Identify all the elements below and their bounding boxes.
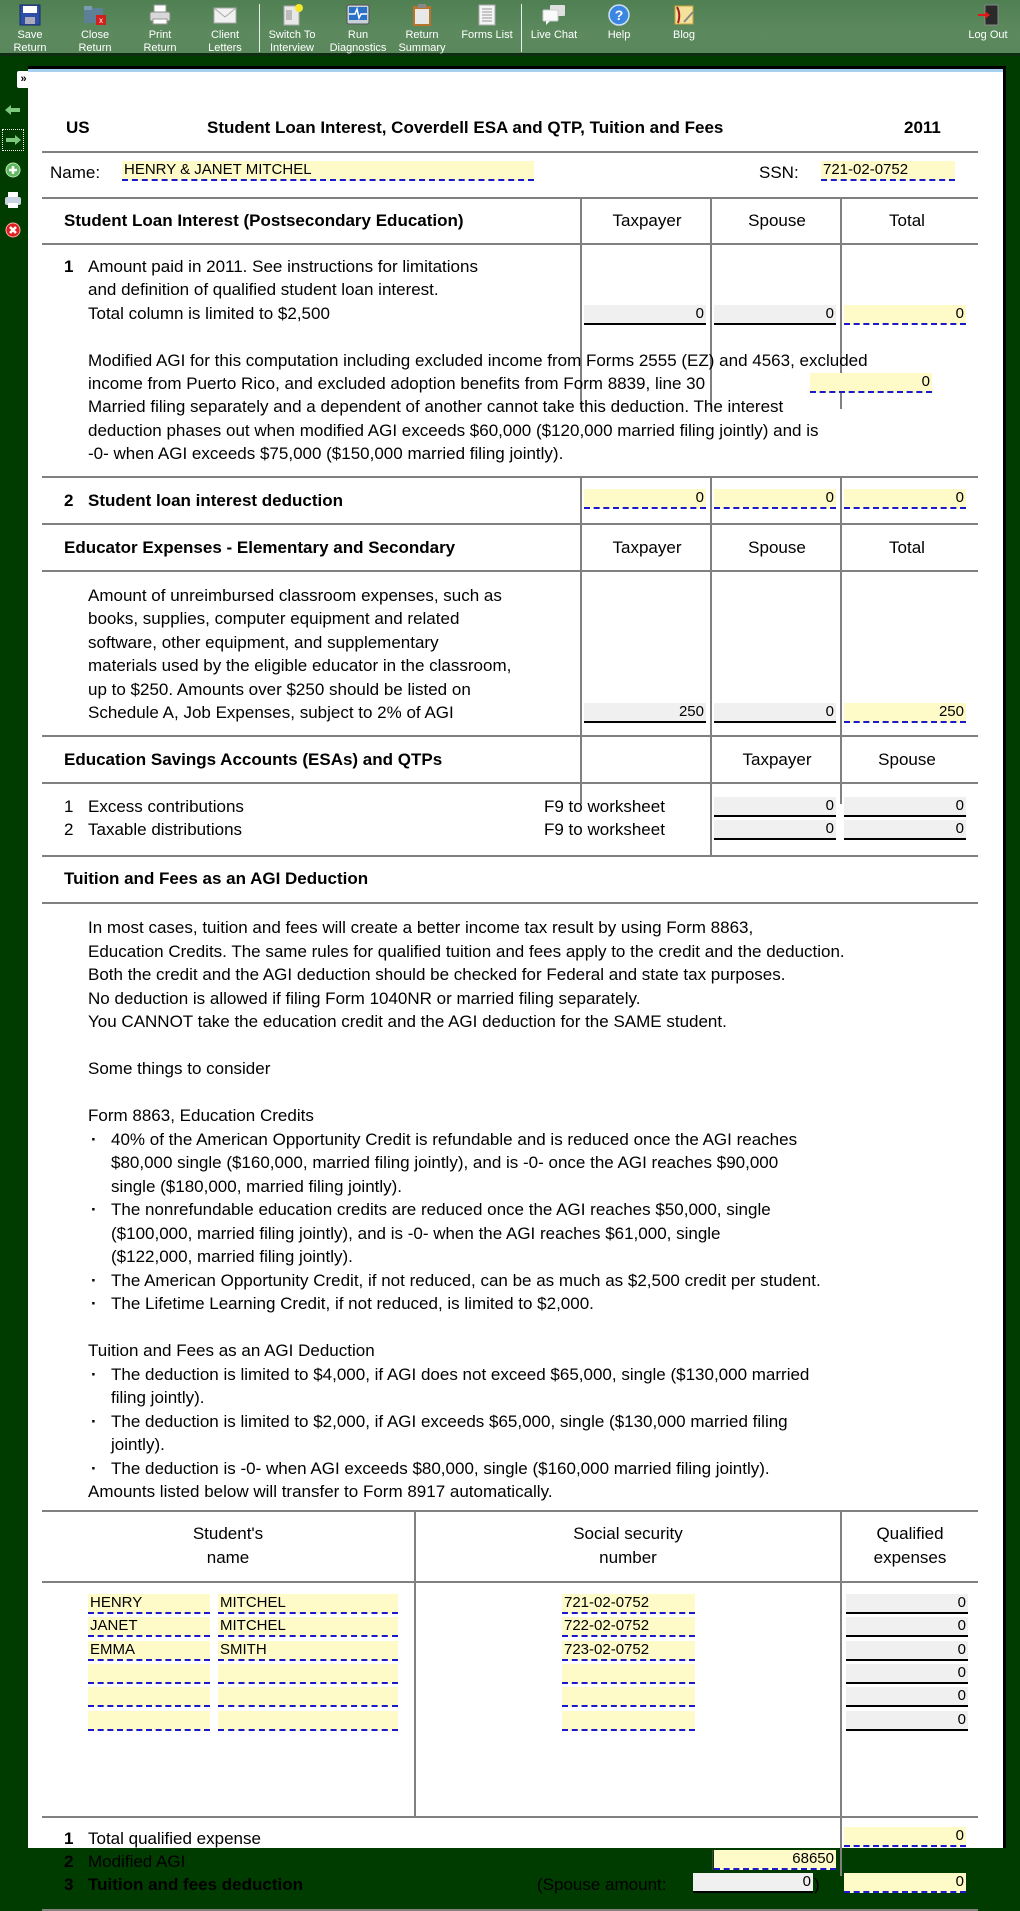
- student-last-name-field[interactable]: MITCHEL: [218, 1594, 398, 1614]
- credits-heading: Form 8863, Education Credits: [88, 1106, 314, 1125]
- spouse-amount-close: ): [814, 1875, 820, 1894]
- magi-text: Modified AGI for this computation including excluded income from Forms 2555 (EZ) and 4563, excluded: [88, 351, 868, 370]
- run-diagnostics-button[interactable]: Run Diagnostics: [327, 2, 389, 52]
- line2-spouse-field[interactable]: 0: [714, 489, 836, 509]
- esa-worksheet-hint[interactable]: F9 to worksheet: [544, 820, 665, 839]
- total-line1-number: 1: [64, 1829, 74, 1848]
- line2-text: Student loan interest deduction: [88, 491, 344, 510]
- add-circle-icon: [3, 160, 23, 180]
- total-line3-number: 3: [64, 1875, 74, 1894]
- text-line: Both the credit and the AGI deduction should be checked for Federal and state tax purposes.: [88, 965, 786, 984]
- educator-spouse-field[interactable]: 0: [714, 703, 836, 723]
- folder-close-icon: [83, 4, 107, 26]
- toolbar-separator: [521, 4, 522, 52]
- back-button[interactable]: [3, 100, 23, 120]
- line1-text: Total column is limited to $2,500: [88, 304, 330, 323]
- educator-text: Schedule A, Job Expenses, subject to 2% of AGI: [88, 703, 454, 722]
- form-year: 2011: [904, 118, 941, 137]
- forward-button[interactable]: [3, 130, 23, 150]
- divider: [42, 735, 978, 737]
- student-first-name-field[interactable]: [88, 1711, 210, 1731]
- taxable-distributions-spouse-field[interactable]: 0: [844, 820, 966, 840]
- educator-total-field[interactable]: 250: [844, 703, 966, 723]
- magi-text: Married filing separately and a dependent of another cannot take this deduction. The interest: [88, 397, 784, 416]
- bullet-item: · 40% of the American Opportunity Credit is refundable and is reduced once the AGI reaches $80,000 single ($160,000, married filing jointly), and is -0- once the AGI reaches $90,000 single ($180,000, married filing jointly).: [88, 1128, 845, 1199]
- monitor-pulse-icon: [346, 4, 370, 26]
- esa-worksheet-hint[interactable]: F9 to worksheet: [544, 797, 665, 816]
- student-ssn-field[interactable]: [562, 1664, 695, 1684]
- excess-contributions-taxpayer-field[interactable]: 0: [714, 797, 836, 817]
- client-letters-button[interactable]: Client Letters: [195, 2, 255, 52]
- col-taxpayer-header: Taxpayer: [742, 750, 812, 769]
- print-return-button[interactable]: Print Return: [130, 2, 190, 52]
- name-label: Name:: [50, 163, 101, 182]
- student-last-name-field[interactable]: [218, 1687, 398, 1707]
- help-button[interactable]: ? Help: [589, 2, 649, 52]
- save-return-button[interactable]: Save Return: [0, 2, 60, 52]
- tuition-fees-deduction-field[interactable]: 0: [844, 1873, 966, 1893]
- magi-text: deduction phases out when modified AGI exceeds $60,000 ($120,000 married filing jointly) and is: [88, 421, 819, 440]
- student-last-name-field[interactable]: [218, 1664, 398, 1684]
- text-line: No deduction is allowed if filing Form 1040NR or married filing separately.: [88, 988, 641, 1008]
- log-out-button[interactable]: Log Out: [958, 2, 1018, 52]
- student-last-name-field[interactable]: SMITH: [218, 1641, 398, 1661]
- divider: [42, 1581, 978, 1583]
- magi-text: -0- when AGI exceeds $75,000 ($150,000 married filing jointly).: [88, 444, 564, 463]
- ssn-field[interactable]: 721-02-0752: [821, 161, 955, 181]
- floppy-disk-icon: [18, 4, 42, 26]
- print-button[interactable]: [3, 190, 23, 210]
- tuition-intro: [88, 916, 845, 1504]
- line2-number: 2: [64, 491, 74, 510]
- student-ssn-field[interactable]: 721-02-0752: [562, 1594, 695, 1614]
- print-icon: [3, 190, 23, 210]
- text-line: You CANNOT take the education credit and the AGI deduction for the SAME student.: [88, 1012, 727, 1031]
- col-taxpayer-header: Taxpayer: [612, 211, 682, 230]
- modified-agi-field[interactable]: 68650: [714, 1850, 836, 1870]
- column-divider: [840, 1816, 842, 1876]
- ssn-label: SSN:: [759, 163, 799, 182]
- student-first-name-field[interactable]: [88, 1687, 210, 1707]
- line2-taxpayer-field[interactable]: 0: [584, 489, 706, 509]
- student-qualified-expenses-field[interactable]: 0: [846, 1641, 968, 1661]
- esa-line-number: 1: [64, 797, 74, 816]
- forward-arrow-icon: [3, 130, 23, 150]
- qualified-expenses-header: Qualified expenses: [873, 1524, 947, 1567]
- esa-line-number: 2: [64, 820, 74, 839]
- divider: [42, 243, 978, 245]
- blog-button[interactable]: Blog: [654, 2, 714, 52]
- divider: [42, 197, 978, 199]
- text-line: Education Credits. The same rules for qualified tuition and fees apply to the credit and the deduction.: [88, 941, 845, 961]
- forms-list-button[interactable]: Forms List: [457, 2, 517, 52]
- bullet-item: · The nonrefundable education credits are reduced once the AGI reaches $50,000, single ($100,000, married filing jointly), and is -0- when the AGI reaches $61,000, single ($122,000, married filing jointly).: [88, 1198, 845, 1269]
- student-first-name-field[interactable]: JANET: [88, 1617, 210, 1637]
- tuition-heading: Tuition and Fees as an AGI Deduction: [64, 869, 369, 888]
- esa-line-label: Excess contributions: [88, 797, 244, 816]
- total-qualified-expense-field[interactable]: 0: [844, 1827, 966, 1847]
- col-total-header: Total: [889, 211, 925, 230]
- educator-text: software, other equipment, and supplementary: [88, 633, 439, 652]
- ssn-header: Social security number: [573, 1524, 683, 1567]
- educator-text: Amount of unreimbursed classroom expenses, such as: [88, 586, 502, 605]
- modified-agi-label: Modified AGI: [88, 1852, 186, 1871]
- student-last-name-field[interactable]: MITCHEL: [218, 1617, 398, 1637]
- toolbar-separator: [259, 4, 260, 52]
- form-title: Student Loan Interest, Coverdell ESA and QTP, Tuition and Fees: [207, 118, 724, 137]
- student-ssn-field[interactable]: [562, 1687, 695, 1707]
- student-qualified-expenses-field[interactable]: 0: [846, 1711, 968, 1731]
- student-loan-heading: Student Loan Interest (Postsecondary Education): [64, 211, 464, 230]
- envelope-icon: [213, 4, 237, 26]
- magi-text: income from Puerto Rico, and excluded adoption benefits from Form 8839, line 30: [88, 374, 706, 393]
- educator-text: books, supplies, computer equipment and related: [88, 609, 460, 628]
- line2-total-field[interactable]: 0: [844, 489, 966, 509]
- add-button[interactable]: [3, 160, 23, 180]
- student-qualified-expenses-field[interactable]: 0: [846, 1594, 968, 1614]
- student-last-name-field[interactable]: [218, 1711, 398, 1731]
- col-spouse-header: Spouse: [748, 211, 806, 230]
- text-line: Some things to consider: [88, 1059, 271, 1078]
- left-sidebar: [0, 56, 28, 1848]
- bullet-item: · The American Opportunity Credit, if not reduced, can be as much as $2,500 credit per student.: [88, 1269, 845, 1293]
- bullet-item: · The Lifetime Learning Credit, if not reduced, is limited to $2,000.: [88, 1292, 845, 1316]
- svg-text:?: ?: [614, 7, 624, 23]
- divider: [42, 782, 978, 784]
- divider: [42, 151, 978, 153]
- line1-total-field[interactable]: 0: [844, 305, 966, 325]
- column-divider: [710, 197, 712, 409]
- back-arrow-icon: [3, 100, 23, 120]
- clipboard-icon: [410, 4, 434, 26]
- educator-text: materials used by the eligible educator in the classroom,: [88, 656, 512, 675]
- column-divider: [580, 476, 582, 804]
- student-ssn-field[interactable]: [562, 1711, 695, 1731]
- exit-door-icon: [976, 4, 1000, 26]
- student-first-name-field[interactable]: HENRY: [88, 1594, 210, 1614]
- divider: [42, 1510, 978, 1512]
- bullet-item: · The deduction is limited to $2,000, if AGI exceeds $65,000, single ($130,000 married filing jointly).: [88, 1410, 845, 1457]
- educator-heading: Educator Expenses - Elementary and Secondary: [64, 538, 456, 557]
- printer-icon: [148, 4, 172, 26]
- student-qualified-expenses-field[interactable]: 0: [846, 1687, 968, 1707]
- close-return-button[interactable]: x Close Return: [65, 2, 125, 52]
- student-first-name-field[interactable]: EMMA: [88, 1641, 210, 1661]
- list-document-icon: [475, 4, 499, 26]
- bullet-item: · The deduction is limited to $4,000, if AGI does not exceed $65,000, single ($130,000 married filing jointly).: [88, 1363, 845, 1410]
- field-marker: [712, 1850, 713, 1870]
- educator-taxpayer-field[interactable]: 250: [584, 703, 706, 723]
- col-spouse-header: Spouse: [748, 538, 806, 557]
- line1-spouse-field[interactable]: 0: [714, 305, 836, 325]
- spouse-amount-field[interactable]: 0: [693, 1873, 813, 1893]
- esa-heading: Education Savings Accounts (ESAs) and QTPs: [64, 750, 443, 769]
- student-first-name-field[interactable]: [88, 1664, 210, 1684]
- help-question-icon: [607, 4, 631, 26]
- toolbar: [0, 0, 1020, 56]
- student-name-header: Student's name: [192, 1524, 264, 1567]
- col-taxpayer-header: Taxpayer: [612, 538, 682, 557]
- expand-panel-button[interactable]: »: [17, 71, 30, 88]
- form-country: US: [66, 118, 90, 137]
- total-qualified-expense-label: Total qualified expense: [88, 1829, 261, 1848]
- bullet-item: · The deduction is -0- when AGI exceeds $80,000, single ($160,000 married filing jointly).: [88, 1457, 845, 1481]
- line1-text: and definition of qualified student loan interest.: [88, 280, 439, 299]
- esa-line-label: Taxable distributions: [88, 820, 243, 839]
- chat-bubbles-icon: [542, 4, 566, 26]
- scroll-quill-icon: [672, 4, 696, 26]
- return-summary-button[interactable]: Return Summary: [392, 2, 452, 52]
- interview-page-icon: [280, 4, 304, 26]
- col-total-header: Total: [889, 538, 925, 557]
- student-qualified-expenses-field[interactable]: 0: [846, 1617, 968, 1637]
- delete-button[interactable]: [3, 220, 23, 240]
- divider: [42, 855, 978, 857]
- divider: [42, 1816, 978, 1818]
- taxable-distributions-taxpayer-field[interactable]: 0: [714, 820, 836, 840]
- magi-field[interactable]: 0: [810, 373, 932, 393]
- educator-text: up to $250. Amounts over $250 should be listed on: [88, 680, 471, 699]
- divider: [42, 476, 978, 478]
- student-ssn-field[interactable]: 722-02-0752: [562, 1617, 695, 1637]
- student-qualified-expenses-field[interactable]: 0: [846, 1664, 968, 1684]
- svg-text:x: x: [99, 16, 103, 25]
- divider: [42, 523, 978, 525]
- delete-x-icon: [3, 220, 23, 240]
- live-chat-button[interactable]: Live Chat: [524, 2, 584, 52]
- line1-text: Amount paid in 2011. See instructions for limitations: [88, 257, 478, 276]
- line1-taxpayer-field[interactable]: 0: [584, 305, 706, 325]
- excess-contributions-spouse-field[interactable]: 0: [844, 797, 966, 817]
- name-field[interactable]: HENRY & JANET MITCHEL: [122, 161, 534, 181]
- text-line: In most cases, tuition and fees will create a better income tax result by using Form 8863,: [88, 918, 754, 937]
- transfer-note: Amounts listed below will transfer to Form 8917 automatically.: [88, 1482, 553, 1501]
- spouse-amount-label: (Spouse amount:: [537, 1875, 667, 1894]
- line1-number: 1: [64, 257, 74, 276]
- deduction-heading: Tuition and Fees as an AGI Deduction: [88, 1341, 375, 1360]
- form-document: [28, 66, 1006, 1894]
- student-ssn-field[interactable]: 723-02-0752: [562, 1641, 695, 1661]
- divider: [42, 570, 978, 572]
- switch-to-interview-button[interactable]: Switch To Interview: [262, 2, 322, 52]
- total-line2-number: 2: [64, 1852, 74, 1871]
- divider: [42, 902, 978, 904]
- tuition-fees-deduction-label: Tuition and fees deduction: [88, 1875, 304, 1894]
- col-spouse-header: Spouse: [878, 750, 936, 769]
